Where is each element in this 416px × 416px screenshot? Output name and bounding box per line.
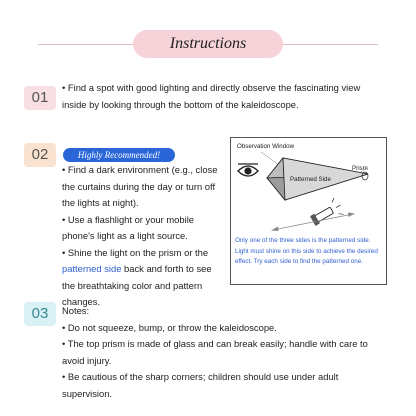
step-2-text [62,162,222,311]
patterned-side-label: Patterned Side [290,176,331,183]
step-3-bullet-2: • The top prism is made of glass and can break easily; handle with care to avoid injury. [62,338,368,366]
step-2-bullet-3-start: • Shine the light on the prism or the [62,246,209,258]
step-2-bullet-2: • Use a flashlight or your mobile phone's light as a light source. [62,213,194,241]
step-2-bullet-3-end: back and forth to see the breathtaking color and pattern changes. [62,263,212,307]
highly-recommended-badge: Highly Recommended! [63,148,175,162]
notes-heading: Notes: [62,305,90,316]
step-2-bullet-1: • Find a dark environment (e.g., close the curtains during the day or turn off the lights at night). [62,164,218,208]
step-number-1: 01 [24,86,56,110]
eye-icon [238,164,258,176]
step-3-bullet-1: • Do not squeeze, bump, or throw the kaleidoscope. [62,321,277,333]
step-3-bullet-3: • Be cautious of the sharp corners; children should use under adult supervision. [62,371,339,399]
flashlight-icon [308,197,345,229]
title-divider-right [278,44,378,45]
step-number-2: 02 [24,143,56,167]
page-title: Instructions [133,30,283,58]
prism-diagram [230,137,387,285]
step-2-bullet-3 [62,245,222,311]
step-3-text [62,303,382,402]
patterned-side-highlight: patterned side [62,263,122,274]
observation-window-label: Observation Window [237,143,295,150]
title-banner [0,30,416,60]
prism-label: Prism [352,165,368,172]
step-number-3: 03 [24,302,56,326]
step-1-text: • Find a spot with good lighting and directly observe the fascinating view inside by looking through the bottom of the kaleidoscope. [62,82,361,110]
diagram-note: Only one of the three sides is the patterned side. Light must shine on this side to achieve the desired effect. Try each side to find the patterned one. [235,237,378,265]
title-divider-left [38,44,138,45]
